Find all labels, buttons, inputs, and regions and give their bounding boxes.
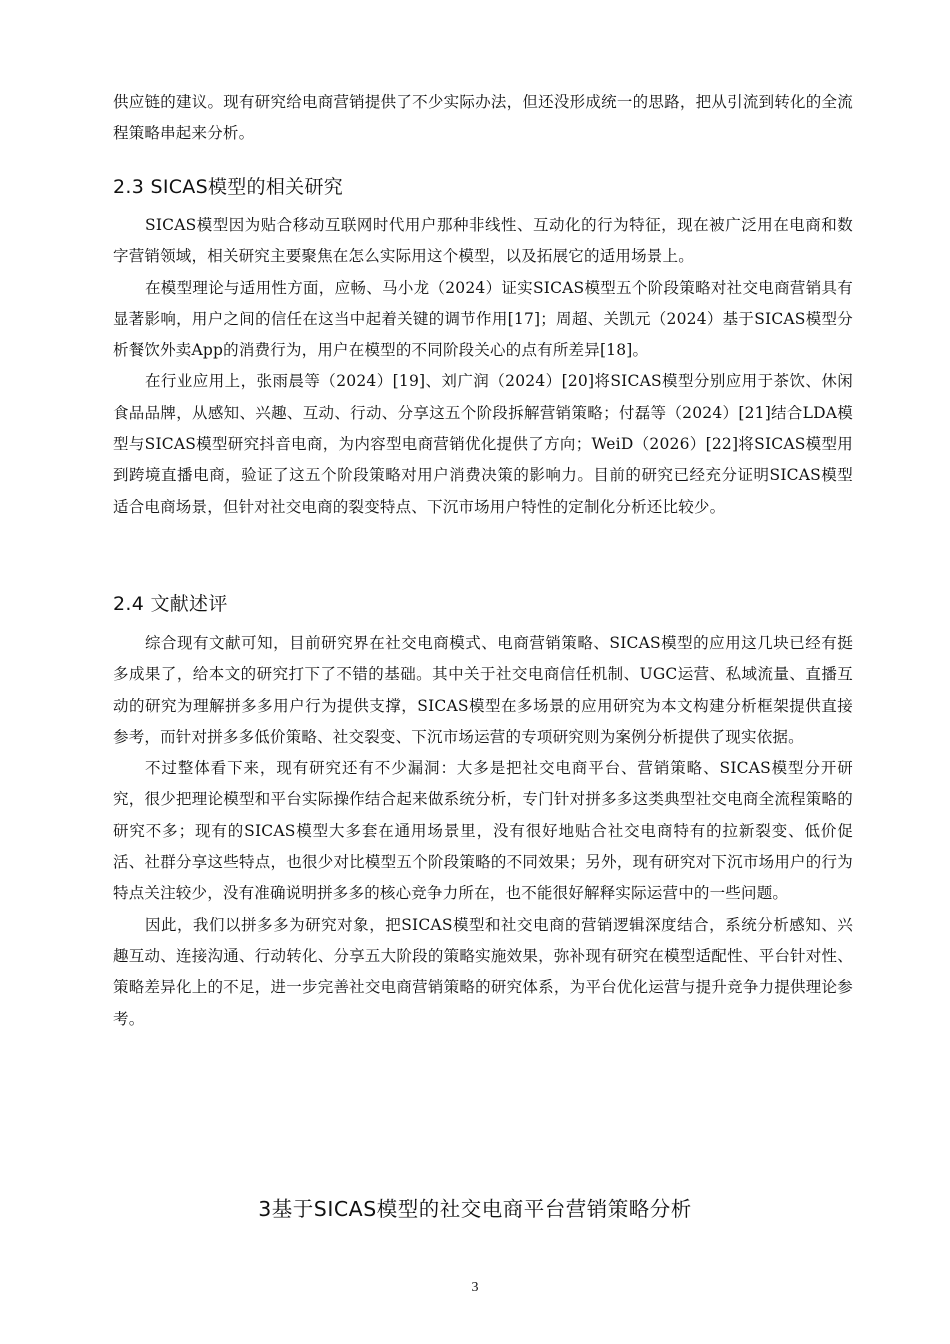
intro-tail-block bbox=[113, 87, 853, 150]
paragraph-2-3-1: SICAS模型因为贴合移动互联网时代用户那种非线性、互动化的行为特征，现在被广泛用在电商和数字营销领域，相关研究主要聚焦在怎么实际用这个模型，以及拓展它的适用场景上。 bbox=[113, 216, 853, 266]
section-2-3-body bbox=[113, 210, 853, 523]
paragraph-2-4-1: 综合现有文献可知，目前研究界在社交电商模式、电商营销策略、SICAS模型的应用这几块已经有挺多成果了，给本文的研究打下了不错的基础。其中关于社交电商信任机制、UGC运营、私域流量、直播互动的研究为理解拼多多用户行为提供支撑，SICAS模型在多场景的应用研究为本文构建分析框架提供直接参考，而针对拼多多低价策略、社交裂变、下沉市场运营的专项研究则为案例分析提供了现实依据。 bbox=[113, 634, 853, 746]
paragraph-2-4-2: 不过整体看下来，现有研究还有不少漏洞：大多是把社交电商平台、营销策略、SICAS模型分开研究，很少把理论模型和平台实际操作结合起来做系统分析，专门针对拼多多这类典型社交电商全流程策略的研究不多；现有的SICAS模型大多套在通用场景里，没有很好地贴合社交电商特有的拉新裂变、低价促活、社群分享这些特点，也很少对比模型五个阶段策略的不同效果；另外，现有研究对下沉市场用户的行为特点关注较少，没有准确说明拼多多的核心竞争力所在，也不能很好解释实际运营中的一些问题。 bbox=[113, 759, 853, 903]
paragraph-2-3-2: 在模型理论与适用性方面，应畅、马小龙（2024）证实SICAS模型五个阶段策略对社交电商营销具有显著影响，用户之间的信任在这当中起着关键的调节作用[17]；周超、关凯元（2024）基于SICAS模型分析餐饮外卖App的消费行为，用户在模型的不同阶段关心的点有所差异[18]。 bbox=[113, 278, 853, 360]
paragraph-2-3-3: 在行业应用上，张雨晨等（2024）[19]、刘广润（2024）[20]将SICAS模型分别应用于茶饮、休闲食品品牌，从感知、兴趣、互动、行动、分享这五个阶段拆解营销策略；付磊等（2024）[21]结合LDA模型与SICAS模型研究抖音电商，为内容型电商营销优化提供了方向；WeiD（2026）[22]将SICAS模型用到跨境直播电商，验证了这五个阶段策略对用户消费决策的影响力。目前的研究已经充分证明SICAS模型适合电商场景，但针对社交电商的裂变特点、下沉市场用户特性的定制化分析还比较少。 bbox=[113, 372, 853, 516]
section-heading-2-3: 2.3 SICAS模型的相关研究 bbox=[113, 176, 344, 198]
section-heading-2-4: 2.4 文献述评 bbox=[113, 593, 228, 615]
paragraph-intro-tail: 供应链的建议。现有研究给电商营销提供了不少实际办法，但还没形成统一的思路，把从引流到转化的全流程策略串起来分析。 bbox=[113, 93, 853, 143]
section-2-4-body bbox=[113, 628, 853, 1035]
page-number: 3 bbox=[471, 1280, 479, 1295]
paragraph-2-4-3: 因此，我们以拼多多为研究对象，把SICAS模型和社交电商的营销逻辑深度结合，系统分析感知、兴趣互动、连接沟通、行动转化、分享五大阶段的策略实施效果，弥补现有研究在模型适配性、平台针对性、策略差异化上的不足，进一步完善社交电商营销策略的研究体系，为平台优化运营与提升竞争力提供理论参考。 bbox=[113, 915, 853, 1028]
chapter-heading-3: 3基于SICAS模型的社交电商平台营销策略分析 bbox=[258, 1197, 692, 1221]
